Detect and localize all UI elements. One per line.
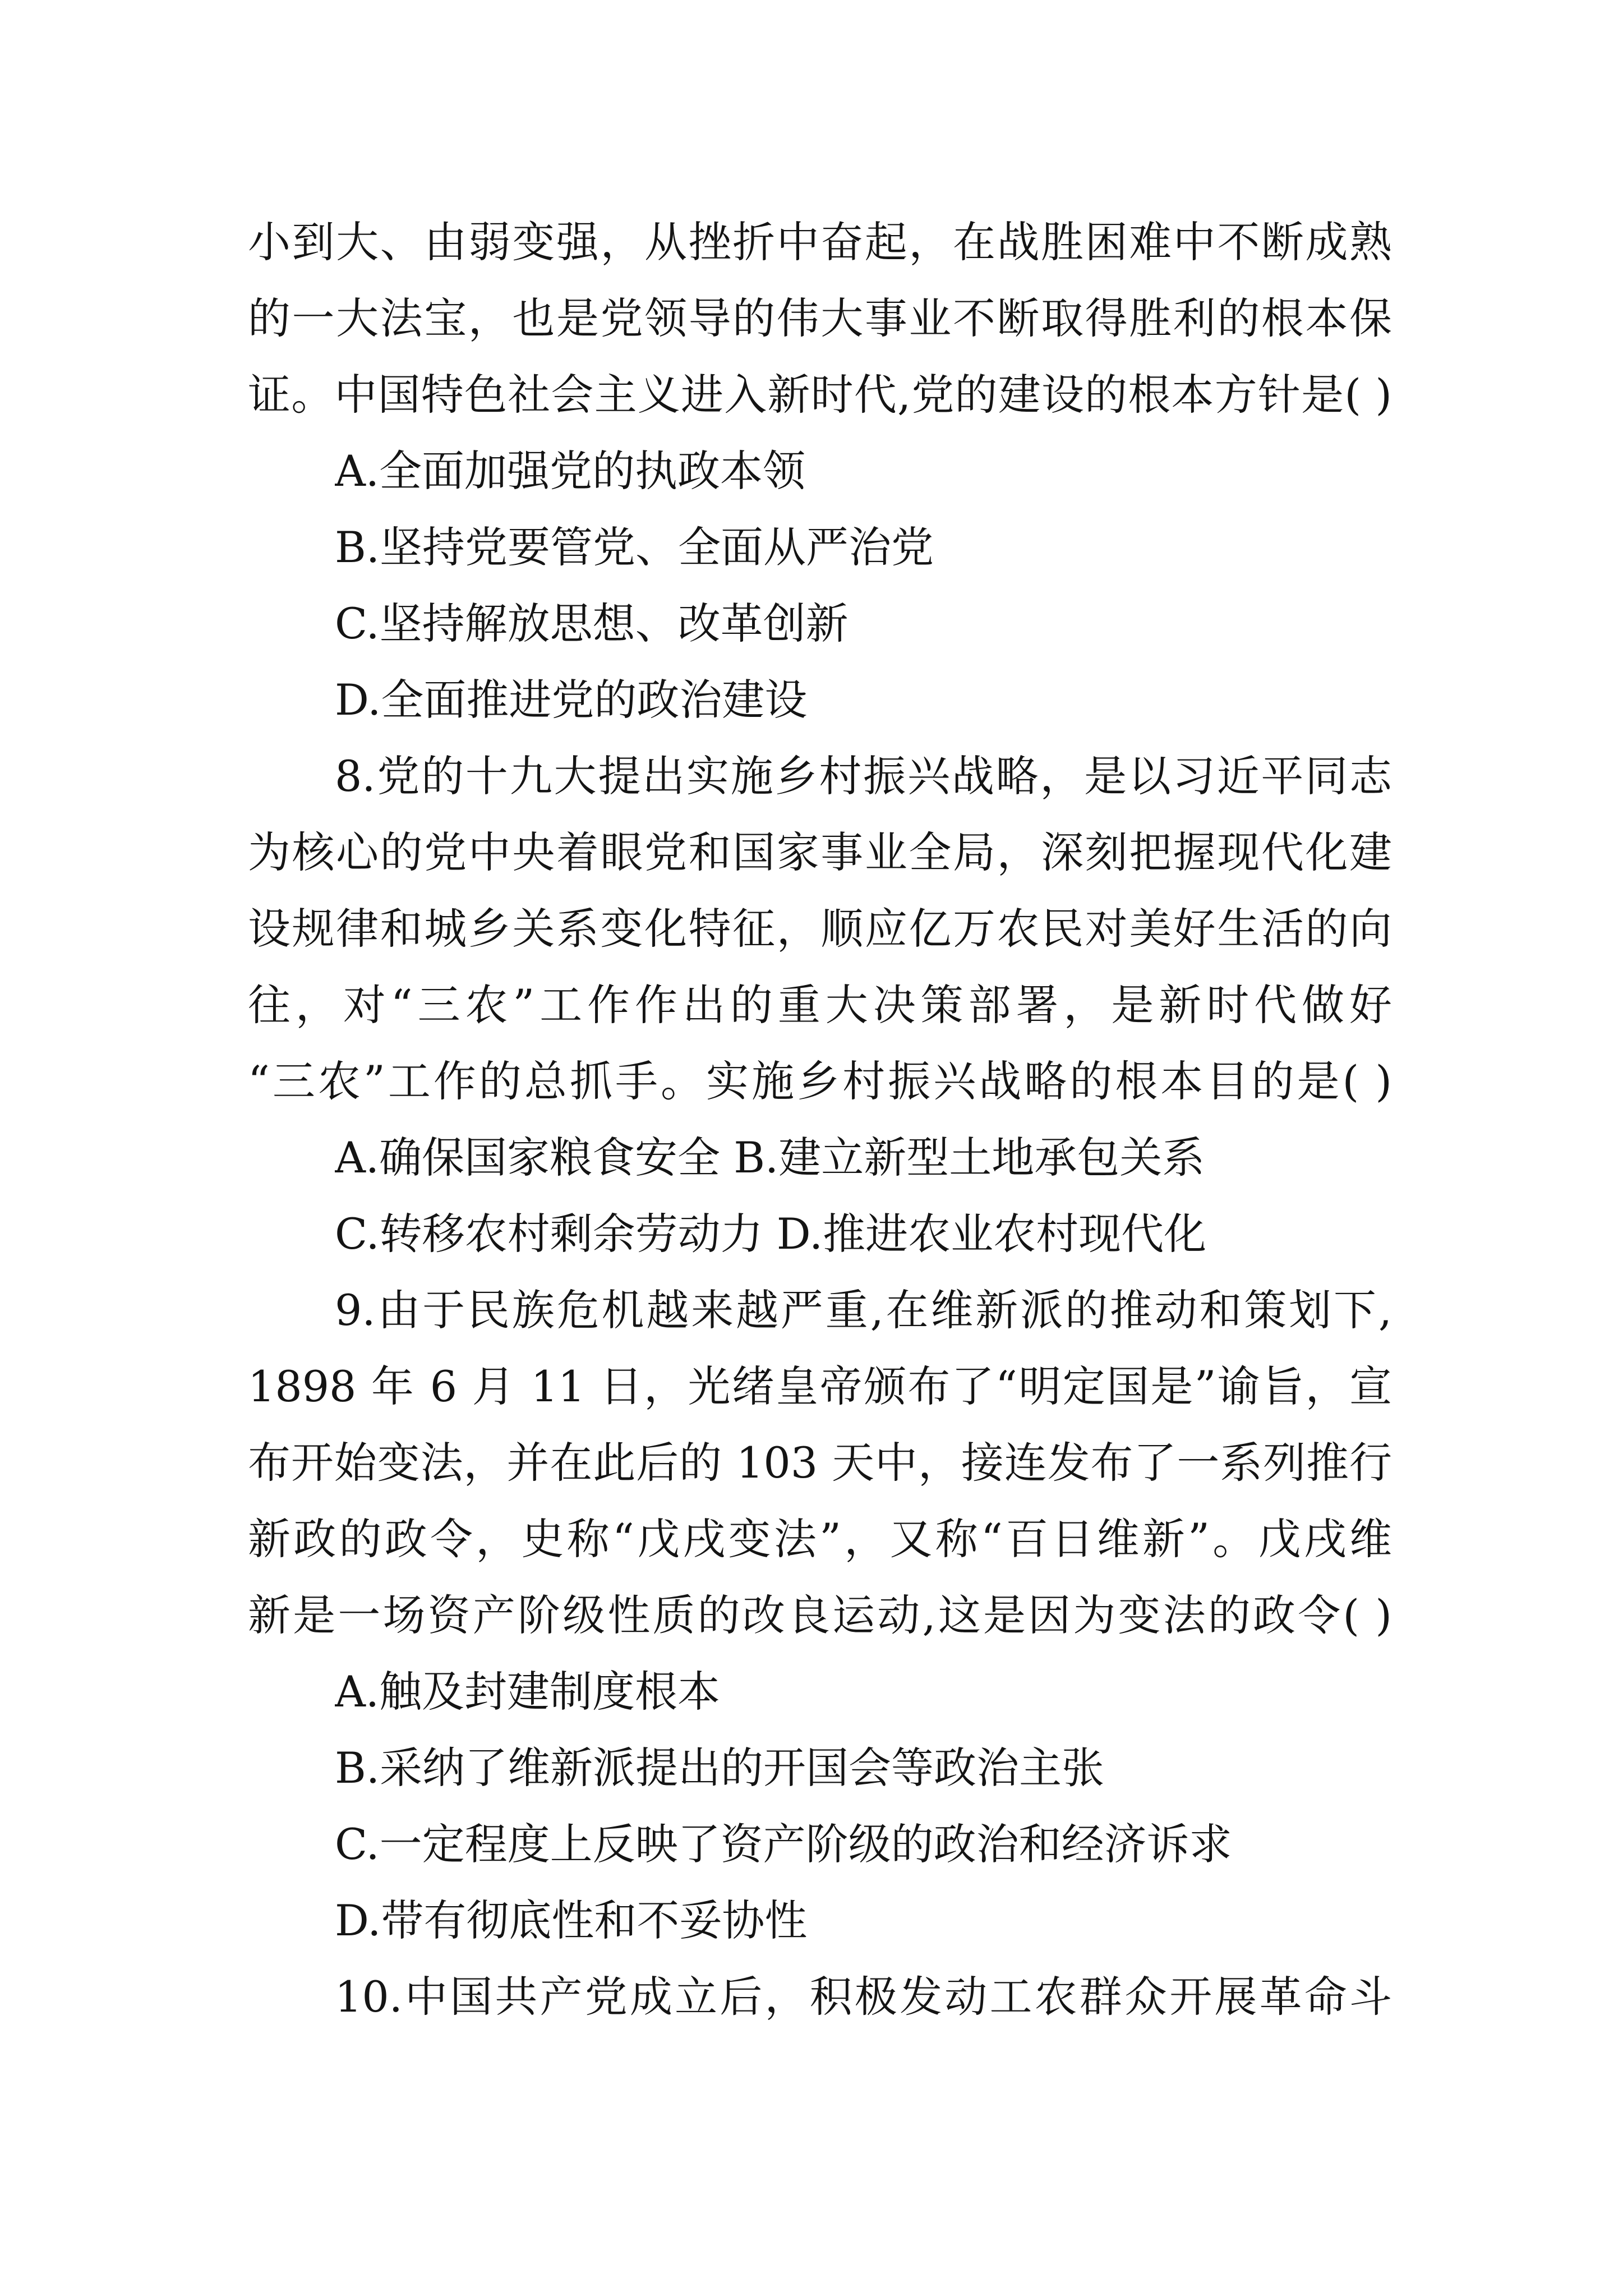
q9-line-2: 1898 年 6 月 11 日，光绪皇帝颁布了“明定国是”谕旨，宣 <box>248 1361 1392 1411</box>
q9-option-d: D.带有彻底性和不妥协性 <box>335 1895 808 1945</box>
q7-option-b: B.坚持党要管党、全面从严治党 <box>335 522 934 572</box>
q9-option-a: A.触及封建制度根本 <box>335 1667 721 1717</box>
q9-option-b: B.采纳了维新派提出的开国会等政治主张 <box>335 1743 1105 1793</box>
q7-line-2: 的一大法宝，也是党领导的伟大事业不断取得胜利的根本保 <box>248 293 1392 343</box>
q8-line-1: 8.党的十九大提出实施乡村振兴战略，是以习近平同志 <box>335 751 1392 801</box>
q10-line-1: 10.中国共产党成立后，积极发动工农群众开展革命斗 <box>335 1972 1392 2022</box>
q9-option-c: C.一定程度上反映了资产阶级的政治和经济诉求 <box>335 1819 1232 1869</box>
q8-options-ab: A.确保国家粮食安全 B.建立新型土地承包关系 <box>335 1133 1205 1182</box>
q9-line-1: 9.由于民族危机越来越严重,在维新派的推动和策划下, <box>335 1285 1392 1335</box>
q7-option-d: D.全面推进党的政治建设 <box>335 675 808 725</box>
q8-line-3: 设规律和城乡关系变化特征，顺应亿万农民对美好生活的向 <box>248 904 1392 954</box>
q8-line-2: 为核心的党中央着眼党和国家事业全局，深刻把握现代化建 <box>248 827 1392 877</box>
q9-line-3: 布开始变法，并在此后的 103 天中，接连发布了一系列推行 <box>248 1438 1392 1488</box>
q8-line-4: 往，对“三农”工作作出的重大决策部署，是新时代做好 <box>248 980 1392 1030</box>
q9-line-4: 新政的政令，史称“戊戌变法”，又称“百日维新”。戊戌维 <box>248 1514 1392 1564</box>
q7-line-3: 证。中国特色社会主义进入新时代,党的建设的根本方针是( ) <box>248 370 1392 420</box>
q7-option-a: A.全面加强党的执政本领 <box>335 446 806 496</box>
q7-line-1: 小到大、由弱变强，从挫折中奋起，在战胜困难中不断成熟 <box>248 217 1392 267</box>
q8-options-cd: C.转移农村剩余劳动力 D.推进农业农村现代化 <box>335 1209 1207 1259</box>
q9-line-5: 新是一场资产阶级性质的改良运动,这是因为变法的政令( ) <box>248 1590 1392 1640</box>
q8-line-5: “三农”工作的总抓手。实施乡村振兴战略的根本目的是( ) <box>248 1056 1392 1106</box>
q7-option-c: C.坚持解放思想、改革创新 <box>335 599 849 648</box>
